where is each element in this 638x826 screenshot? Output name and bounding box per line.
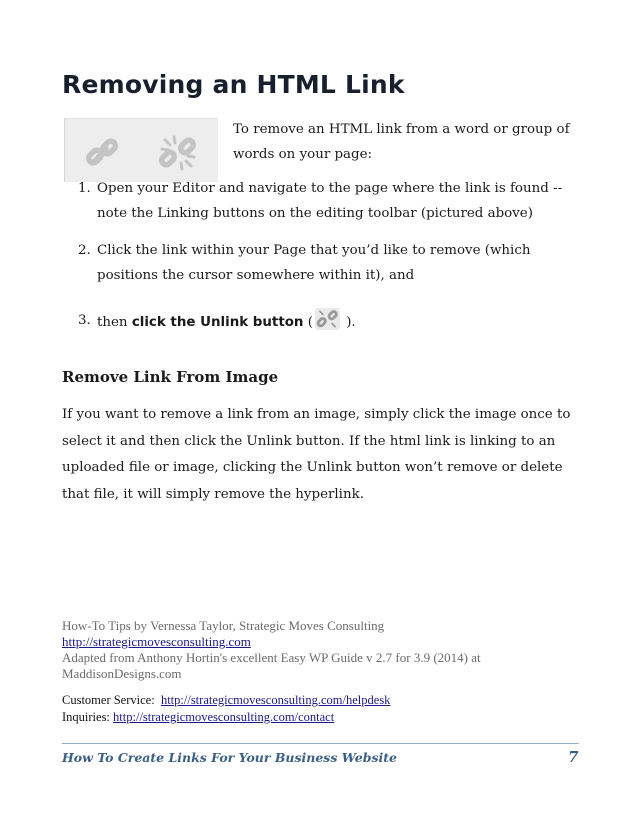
section-heading: Remove Link From Image bbox=[62, 368, 279, 386]
inquiries-label: Inquiries: bbox=[62, 710, 110, 724]
link-icon bbox=[85, 135, 121, 171]
customer-service-label: Customer Service: bbox=[62, 693, 155, 707]
step-text: Click the link within your Page that you’d like to remove (which positions the cursor somewhere within it), and bbox=[97, 243, 531, 283]
toolbar-screenshot bbox=[64, 118, 218, 182]
unlink-button-icon bbox=[315, 308, 340, 330]
page-title: Removing an HTML Link bbox=[62, 70, 405, 99]
intro-text: To remove an HTML link from a word or group of words on your page: bbox=[233, 122, 570, 162]
step-text-close: ). bbox=[341, 315, 356, 330]
page-number: 7 bbox=[568, 748, 579, 766]
section-text: If you want to remove a link from an image, simply click the image once to select it and then click the Unlink button. If the html link is linking to an uploaded file or image, clicking the Unlink button won’t remove or delete that file, it will simply remove the hyperlink. bbox=[62, 407, 571, 502]
step-text: Open your Editor and navigate to the page where the link is found -- note the Linking buttons on the editing toolbar (pictured above) bbox=[97, 181, 563, 221]
list-item bbox=[62, 308, 582, 335]
footer-divider bbox=[62, 743, 579, 744]
list-item bbox=[62, 176, 582, 226]
step-text-open: ( bbox=[303, 315, 313, 330]
unlink-icon bbox=[159, 134, 197, 172]
step-text-pre: then bbox=[97, 315, 132, 330]
contact-link[interactable]: http://strategicmovesconsulting.com/contact bbox=[113, 710, 335, 724]
step-text-bold: click the Unlink button bbox=[131, 315, 304, 330]
helpdesk-link[interactable]: http://strategicmovesconsulting.com/helpdesk bbox=[160, 693, 391, 707]
running-title: How To Create Links For Your Business Website bbox=[62, 750, 397, 765]
steps-list bbox=[62, 176, 582, 335]
step-number: 3. bbox=[78, 313, 91, 328]
step-number: 2. bbox=[78, 243, 91, 258]
adapted-line: Adapted from Anthony Hortin's excellent Easy WP Guide v 2.7 for 3.9 (2014) at MaddisonDesigns.com bbox=[62, 650, 481, 681]
credit-line: How-To Tips by Vernessa Taylor, Strategic Moves Consulting bbox=[62, 618, 385, 633]
credit-link[interactable]: http://strategicmovesconsulting.com bbox=[62, 634, 251, 649]
step-number: 1. bbox=[78, 181, 91, 196]
list-item bbox=[62, 238, 582, 288]
contact-info bbox=[62, 692, 582, 726]
footer-credits bbox=[62, 618, 582, 682]
